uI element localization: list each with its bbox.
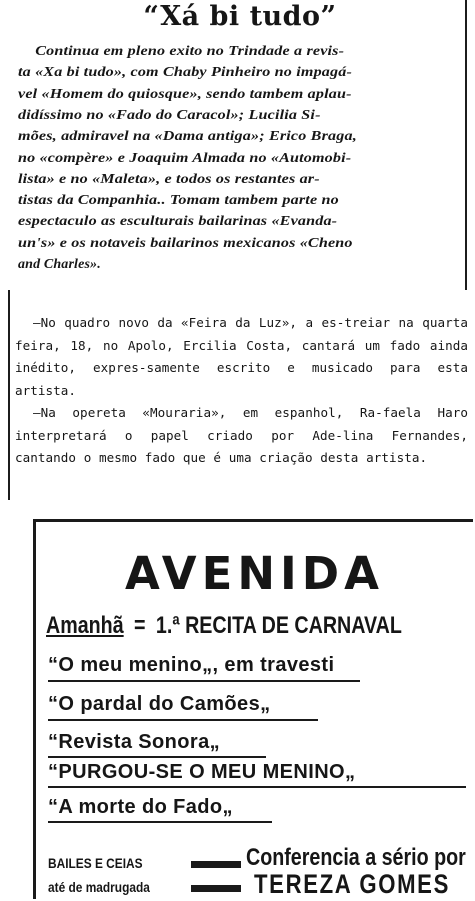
ad-show-underline-5 [48, 821, 272, 823]
ad-footer-right-line-1: Conferencia a sério por [246, 844, 466, 871]
news-paragraph-1: —No quadro novo da «Feira da Luz», a es-treiar na quarta feira, 18, no Apolo, Ercilia Costa, cantará um fado ainda inédito, expres-samente escrito e musicado para esta artista. [15, 315, 468, 398]
news-paragraph-2: —Na opereta «Mouraria», em espanhol, Ra-faela Haro interpretará o papel criado por Ade-lina Fernandes, cantando o mesmo fado que é uma criação desta artista. [15, 405, 468, 465]
ad-show-5: “A morte do Fado„ [48, 796, 233, 818]
ad-footer-dash-2 [191, 885, 241, 892]
ad-show-underline-3 [48, 756, 266, 758]
ad-footer-right-line-2: TEREZA GOMES [254, 869, 450, 899]
article-line: vel «Homem do quiosque», sendo tambem aplau- [18, 86, 352, 102]
ad-show-underline-4 [48, 786, 466, 788]
article-frame-left [8, 290, 10, 500]
ad-show-1: “O meu menino„, em travesti [48, 654, 335, 676]
article-line: and Charles». [18, 257, 101, 272]
ad-show-underline-1 [48, 680, 360, 682]
article-line: no «compère» e Joaquim Almada no «Automobi- [18, 150, 352, 166]
ad-footer-left-line-2: até de madrugada [48, 879, 150, 895]
ad-footer-left-line-1: BAILES E CEIAS [48, 855, 143, 871]
avenida-advertisement [33, 519, 473, 899]
article-line: didíssimo no «Fado do Caracol»; Lucilia Si- [18, 107, 321, 123]
ad-show-3: “Revista Sonora„ [48, 731, 221, 753]
article-line: ta «Xa bi tudo», com Chaby Pinheiro no impagá- [18, 65, 353, 81]
ad-subtitle-equals: = [134, 612, 146, 639]
ad-venue-title: AVENIDA [125, 547, 384, 600]
ad-subtitle [46, 611, 402, 641]
ad-show-4: “PURGOU-SE O MEU MENINO„ [48, 761, 356, 783]
article-line: espectaculo as esculturais bailarinas «Evanda- [18, 214, 338, 230]
ad-show-2: “O pardal do Camões„ [48, 693, 271, 715]
ad-subtitle-day: Amanhã [46, 612, 124, 639]
news-column [15, 312, 468, 470]
article-line: mões, admiravel na «Dama antiga»; Erico Braga, [18, 129, 357, 145]
article-title: “Xá bi tudo” [143, 1, 337, 32]
article-frame-right [465, 0, 467, 290]
article-line: tistas da Companhia.. Tomam tambem parte no [18, 193, 339, 209]
ad-subtitle-event: 1.ª RECITA DE CARNAVAL [155, 612, 402, 639]
article-line: Continua em pleno exito no Trindade a revis- [35, 44, 345, 59]
ad-show-underline-2 [48, 719, 318, 721]
article-line: lista» e no «Maleta», e todos os restantes ar- [18, 171, 320, 187]
article-line: un's» e os notaveis bailarinos mexicanos «Cheno [18, 235, 353, 251]
ad-footer-dash-1 [191, 861, 241, 868]
